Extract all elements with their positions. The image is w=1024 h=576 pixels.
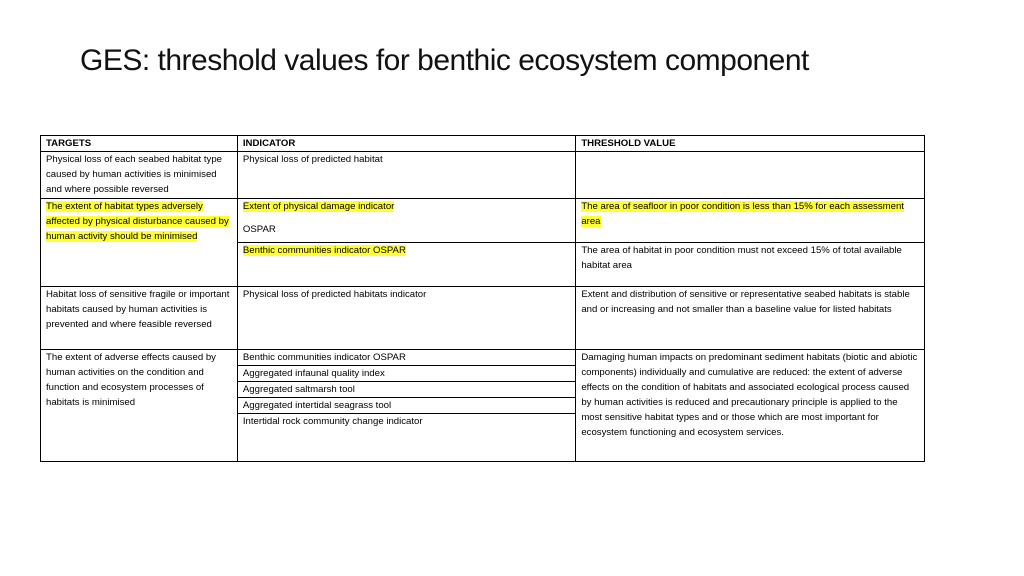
target-cell — [41, 199, 238, 287]
highlighted-indicator-text: Extent of physical damage indicator — [242, 201, 395, 212]
header-targets: TARGETS — [41, 136, 238, 152]
indicator-cell — [237, 243, 575, 287]
indicator-list-item: Aggregated infaunal quality index — [238, 365, 575, 381]
highlighted-indicator-text: Benthic communities indicator OSPAR — [242, 245, 406, 256]
threshold-cell: Damaging human impacts on predominant sediment habitats (biotic and abiotic components) individually and cumulative are reduced: the extent of adverse effects on the condition of habitats and associated ecological process caused by human activities is reduced and precautionary principle is applied to the most sensitive habitat types and or those which are most important for ecosystem functioning and ecosystem services. — [576, 350, 925, 462]
threshold-cell: Extent and distribution of sensitive or representative seabed habitats is stable and or increasing and not smaller than a baseline value for listed habitats — [576, 287, 925, 350]
target-cell: The extent of adverse effects caused by human activities on the condition and function and ecosystem processes of habitats is minimised — [41, 350, 238, 462]
indicator-list-item: Aggregated intertidal seagrass tool — [238, 397, 575, 413]
table-row — [41, 287, 925, 350]
highlighted-target-text: The extent of habitat types adversely affected by physical disturbance caused by human activity should be minimised — [46, 201, 229, 242]
header-threshold-value: THRESHOLD VALUE — [576, 136, 925, 152]
target-cell: Habitat loss of sensitive fragile or important habitats caused by human activities is prevented and where feasible reversed — [41, 287, 238, 350]
threshold-cell — [576, 199, 925, 243]
indicator-list-item: Benthic communities indicator OSPAR — [242, 352, 406, 363]
indicator-sub-label: OSPAR — [242, 224, 276, 235]
table-row — [41, 350, 925, 462]
page-title: GES: threshold values for benthic ecosystem component — [80, 44, 809, 77]
table-header-row — [41, 136, 925, 152]
indicator-cell: Physical loss of predicted habitat — [237, 152, 575, 199]
table-row — [41, 152, 925, 199]
highlighted-threshold-text: The area of seafloor in poor condition is less than 15% for each assessment area — [581, 201, 904, 227]
indicator-cell: Physical loss of predicted habitats indicator — [237, 287, 575, 350]
threshold-table — [40, 135, 925, 462]
threshold-cell: The area of habitat in poor condition must not exceed 15% of total available habitat area — [576, 243, 925, 287]
threshold-cell — [576, 152, 925, 199]
table-row — [41, 199, 925, 243]
header-indicator: INDICATOR — [237, 136, 575, 152]
indicator-list-item: Intertidal rock community change indicator — [238, 413, 575, 429]
target-cell: Physical loss of each seabed habitat type caused by human activities is minimised and where possible reversed — [41, 152, 238, 199]
indicator-list-cell — [237, 350, 575, 462]
indicator-cell — [237, 199, 575, 243]
indicator-list-item: Aggregated saltmarsh tool — [238, 381, 575, 397]
